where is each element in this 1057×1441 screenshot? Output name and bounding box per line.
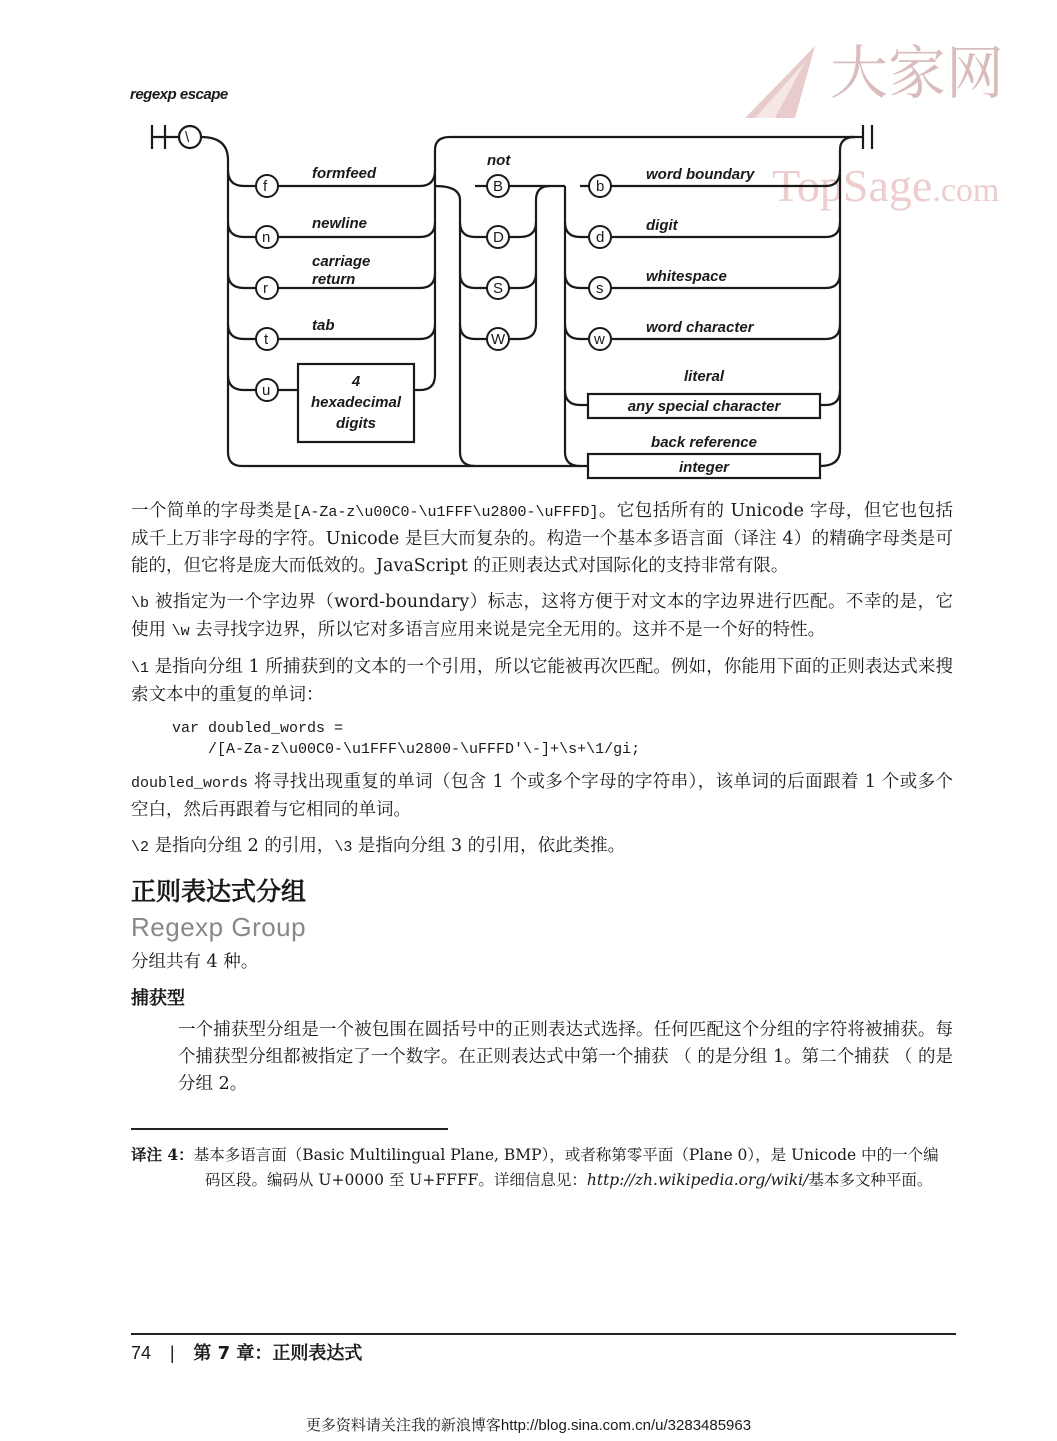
label-return: return <box>312 271 356 288</box>
text: 一个简单的字母类是 <box>131 501 293 521</box>
subsection-body: 一个捕获型分组是一个被包围在圆括号中的正则表达式选择。任何匹配这个分组的字符将被捕获。每个捕获型分组都被指定了一个数字。在正则表达式中第一个捕获 （ 的是分组 1。第二个捕获 （ 的是分组 2。 <box>178 1020 953 1094</box>
body-text <box>131 498 953 1193</box>
inline-code: [A-Za-z\u00C0-\u1FFF\u2800-\uFFFD] <box>292 504 599 521</box>
footnote-text: 基本多语言面（Basic Multilingual Plane, BMP），或者称第零平面（Plane 0），是 Unicode 中的一个编码区段。编码从 U+0000 至 U+FFFF。详细信息见： <box>193 1146 939 1189</box>
bottom-note: 更多资料请关注我的新浪博客http://blog.sina.com.cn/u/3283485963 <box>305 1417 752 1434</box>
text: 去寻找字边界，所以它对多语言应用来说是完全无用的。这并不是一个好的特性。 <box>189 620 826 640</box>
section-title-en: Regexp Group <box>131 912 307 942</box>
subsection-title: 捕获型 <box>131 988 185 1009</box>
section-title: 正则表达式分组 <box>131 877 307 906</box>
start-escape-node <box>179 126 201 148</box>
node-W: W <box>491 331 506 348</box>
railroad-diagram <box>140 115 880 495</box>
node-u: u <box>262 382 271 399</box>
text: 是指向分组 2 的引用， <box>149 836 335 856</box>
hex-box-line1: 4 <box>351 373 361 390</box>
label-whitespace: whitespace <box>646 268 727 285</box>
watermark-cn: 大家网 <box>830 39 1005 107</box>
inline-code: \1 <box>131 660 150 677</box>
label-word-boundary: word boundary <box>646 166 755 183</box>
text: 将寻找出现重复的单词（包含 1 个或多个字母的字符串），该单词的后面跟着 1 个或多个空白，然后再跟着与它相同的单词。 <box>131 772 953 820</box>
footnote-text: 基本多文种平面。 <box>808 1171 933 1189</box>
diagram-title: regexp escape <box>130 86 228 103</box>
node-s: s <box>596 280 604 297</box>
label-tab: tab <box>312 317 335 334</box>
node-f: f <box>263 178 268 195</box>
inline-code: doubled_words <box>131 775 249 792</box>
label-carriage: carriage <box>312 253 371 270</box>
hex-box-line2: hexadecimal <box>310 394 402 411</box>
paragraph-group-refs <box>131 833 953 861</box>
section-intro: 分组共有 4 种。 <box>131 952 259 972</box>
code-line: var doubled_words = <box>172 720 344 737</box>
node-b: b <box>596 178 605 195</box>
backref-box-text: integer <box>678 459 730 476</box>
inline-code: \b <box>131 595 150 612</box>
node-d: d <box>596 229 605 246</box>
text: 是指向分组 3 的引用，依此类推。 <box>352 836 626 856</box>
node-t: t <box>264 331 269 348</box>
footnote-label: 译注 4： <box>131 1145 194 1164</box>
node-D: D <box>493 229 504 246</box>
footer-separator: | <box>169 1343 175 1363</box>
start-char: \ <box>185 129 190 146</box>
paragraph-letter-class <box>131 498 953 580</box>
code-block <box>172 718 953 760</box>
watermark-logo-icon <box>735 40 825 120</box>
page-number: 74 <box>131 1343 152 1363</box>
label-digit: digit <box>646 217 678 234</box>
node-B: B <box>493 178 504 195</box>
label-newline: newline <box>312 215 368 232</box>
text: 。它包括所有的 Unicode 字母，但它也包括成千上万非字母的字符。Unicode 是巨大而复杂的。构造一个基本多语言面（译注 4）的精确字母类是可能的，但它将是庞大而低效的。JavaScript 的正则表达式对国际化的支持非常有限。 <box>131 501 954 576</box>
label-formfeed: formfeed <box>312 165 377 182</box>
chapter-title: 第 7 章：正则表达式 <box>193 1343 363 1364</box>
watermark-en-suffix: .com <box>932 172 1000 209</box>
paragraph-backref <box>131 654 953 709</box>
paragraph-doubled-words <box>131 769 953 824</box>
label-back-reference: back reference <box>651 434 757 451</box>
inline-code: \2 <box>131 839 150 856</box>
node-r: r <box>263 280 268 297</box>
label-word-character: word character <box>646 319 754 336</box>
node-S: S <box>493 280 504 297</box>
hex-box-line3: digits <box>336 415 376 432</box>
footer-divider <box>131 1333 956 1335</box>
label-not: not <box>487 152 511 169</box>
node-n: n <box>262 229 271 246</box>
inline-code: \w <box>171 623 190 640</box>
node-w: w <box>594 331 605 348</box>
text: 被指定为一个字边界（word-boundary）标志，这将方便于对文本的字边界进行匹配。不幸的是，它使用 <box>131 592 953 640</box>
footnote-divider <box>131 1128 448 1130</box>
label-literal: literal <box>683 368 725 385</box>
watermark-en-text: TopSage <box>772 160 933 211</box>
code-line: /[A-Za-z\u00C0-\u1FFF\u2800-\uFFFD'\-]+\s+\1/gi; <box>172 741 641 758</box>
text: 是指向分组 1 所捕获到的文本的一个引用，所以它能被再次匹配。例如，你能用下面的正则表达式来搜索文本中的重复的单词： <box>131 657 953 705</box>
paragraph-word-boundary <box>131 589 953 645</box>
page-footer <box>131 1339 362 1365</box>
inline-code: \3 <box>334 839 353 856</box>
literal-box-text: any special character <box>627 398 781 415</box>
footnote <box>131 1142 953 1193</box>
footnote-link[interactable]: http://zh.wikipedia.org/wiki/ <box>586 1171 809 1189</box>
